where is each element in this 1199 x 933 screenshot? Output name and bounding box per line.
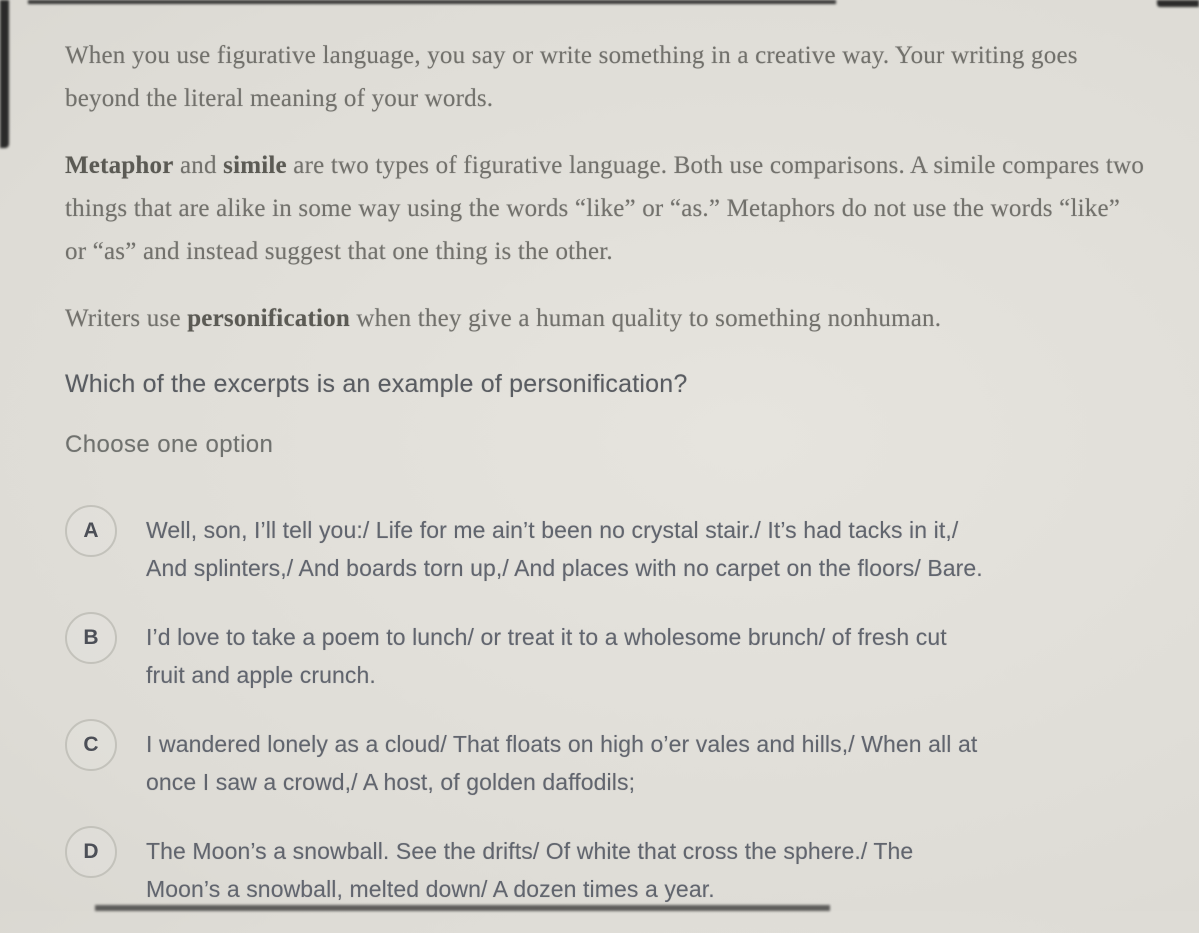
- option-a-text: [146, 505, 983, 587]
- option-row-a[interactable]: [65, 505, 1145, 587]
- options-list: [65, 505, 1145, 908]
- option-c-line-1: I wandered lonely as a cloud/ That floats on high o’er vales and hills,/ When all at: [146, 731, 978, 757]
- option-b-line-2: fruit and apple crunch.: [146, 662, 376, 688]
- option-d-line-1: The Moon’s a snowball. See the drifts/ Of white that cross the sphere./ The: [146, 838, 914, 864]
- quiz-page: [65, 34, 1145, 933]
- option-a-line-1: Well, son, I’ll tell you:/ Life for me ain’t been no crystal stair./ It’s had tacks in it,/: [146, 517, 959, 543]
- term-personification: personification: [187, 305, 350, 332]
- option-row-b[interactable]: [65, 612, 1145, 694]
- passage: [65, 34, 1145, 340]
- question-prompt: Which of the excerpts is an example of personification?: [65, 370, 688, 398]
- photo-edge-artifact-left: [0, 0, 9, 148]
- passage-paragraph-personification: [65, 297, 1145, 340]
- photo-edge-artifact-top: [28, 0, 836, 4]
- photo-edge-artifact-top-right: [1157, 0, 1199, 7]
- option-b-radio[interactable]: B: [65, 612, 117, 664]
- passage-text: and: [173, 152, 224, 179]
- option-a-line-2: And splinters,/ And boards torn up,/ And places with no carpet on the floors/ Bare.: [146, 555, 983, 581]
- option-row-d[interactable]: [65, 826, 1145, 908]
- option-d-text: [146, 826, 913, 908]
- option-a-radio[interactable]: A: [65, 505, 117, 557]
- option-d-line-2: Moon’s a snowball, melted down/ A dozen times a year.: [146, 876, 715, 902]
- passage-text: are two types of figurative language. Both use comparisons. A simile compares two things that are alike in some way using the words “like” or “as.” Metaphors do not use the words “like” or “as” and instead suggest that one thing is the other.: [65, 152, 1145, 265]
- passage-text: when they give a human quality to something nonhuman.: [349, 305, 942, 332]
- passage-paragraph-figurative: When you use figurative language, you say or write something in a creative way. Your writing goes beyond the literal meaning of your words.: [65, 42, 1078, 112]
- term-metaphor: Metaphor: [65, 152, 174, 179]
- option-c-text: [146, 719, 977, 801]
- option-b-text: [146, 612, 947, 694]
- option-row-c[interactable]: [65, 719, 1145, 801]
- passage-paragraph-metaphor-simile: [65, 144, 1145, 273]
- option-d-radio[interactable]: D: [65, 826, 117, 878]
- passage-text: Writers use: [65, 305, 188, 332]
- option-c-line-2: once I saw a crowd,/ A host, of golden daffodils;: [146, 769, 636, 795]
- option-b-line-1: I’d love to take a poem to lunch/ or treat it to a wholesome brunch/ of fresh cut: [146, 624, 947, 650]
- option-c-radio[interactable]: C: [65, 719, 117, 771]
- choose-one-instruction: Choose one option: [65, 431, 274, 458]
- term-simile: simile: [223, 152, 287, 179]
